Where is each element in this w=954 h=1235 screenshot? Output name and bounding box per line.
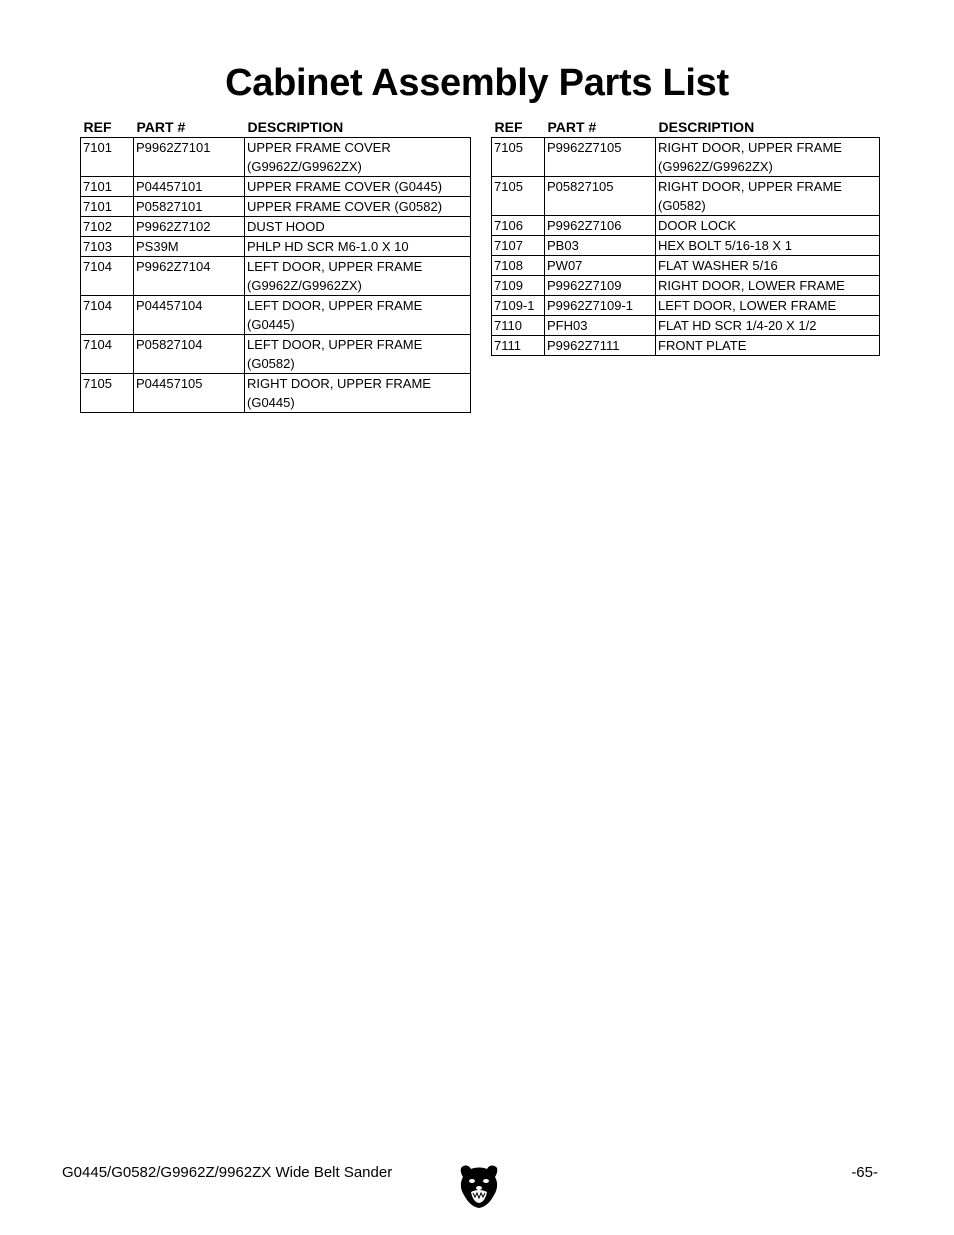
ref-cell: 7105 [81,374,134,413]
parts-table-left-body [81,138,471,413]
ref-cell: 7103 [81,237,134,257]
header-description: DESCRIPTION [658,119,755,135]
description-cell [245,138,471,177]
table-row [492,216,880,236]
description-line: LEFT DOOR, LOWER FRAME [658,298,837,313]
description-cell [245,257,471,296]
ref-cell: 7109-1 [492,296,545,316]
description-cell [245,217,471,237]
table-row [81,197,471,217]
part-number-cell: P9962Z7101 [134,138,245,177]
description-line: UPPER FRAME COVER [247,140,391,155]
header-ref: REF [494,119,523,135]
description-line: FLAT WASHER 5/16 [658,258,778,273]
table-row [492,296,880,316]
table-header-row [81,115,471,138]
bear-head-logo-icon [458,1162,500,1210]
part-number-cell: P9962Z7109-1 [545,296,656,316]
description-line: (G9962Z/G9962ZX) [658,159,773,174]
part-number-cell: P05827105 [545,177,656,216]
header-description: DESCRIPTION [247,119,344,135]
description-cell [656,236,880,256]
description-line: RIGHT DOOR, UPPER FRAME [247,376,431,391]
page-number: -65- [851,1164,878,1181]
ref-cell: 7111 [492,336,545,356]
ref-cell: 7104 [81,335,134,374]
table-row [81,296,471,335]
part-number-cell: P05827104 [134,335,245,374]
table-row [492,256,880,276]
description-line: FRONT PLATE [658,338,747,353]
ref-cell: 7110 [492,316,545,336]
part-number-cell: P9962Z7109 [545,276,656,296]
ref-cell: 7106 [492,216,545,236]
description-line: (G0445) [247,395,295,410]
table-row [81,177,471,197]
part-number-cell: P04457101 [134,177,245,197]
description-cell [656,256,880,276]
part-number-cell: PFH03 [545,316,656,336]
description-cell [656,316,880,336]
ref-cell: 7107 [492,236,545,256]
table-row [492,316,880,336]
table-row [492,138,880,177]
page-title: Cabinet Assembly Parts List [225,62,729,104]
description-line: (G0582) [247,356,295,371]
ref-cell: 7104 [81,296,134,335]
table-header-row [492,115,880,138]
ref-cell: 7101 [81,177,134,197]
description-cell [245,335,471,374]
description-line: PHLP HD SCR M6-1.0 X 10 [247,239,409,254]
ref-cell: 7101 [81,138,134,177]
table-row [81,237,471,257]
table-row [81,257,471,296]
description-line: (G0582) [658,198,706,213]
ref-cell: 7102 [81,217,134,237]
description-line: (G9962Z/G9962ZX) [247,159,362,174]
description-cell [245,197,471,217]
ref-cell: 7109 [492,276,545,296]
description-cell [656,276,880,296]
description-line: DUST HOOD [247,219,325,234]
description-line: UPPER FRAME COVER (G0582) [247,199,443,214]
table-row [81,138,471,177]
table-row [81,335,471,374]
table-row [81,217,471,237]
part-number-cell: PS39M [134,237,245,257]
description-line: RIGHT DOOR, UPPER FRAME [658,140,842,155]
description-line: DOOR LOCK [658,218,737,233]
description-cell [656,177,880,216]
part-number-cell: P9962Z7104 [134,257,245,296]
description-cell [656,138,880,177]
parts-table-left [80,115,471,413]
description-line: LEFT DOOR, UPPER FRAME [247,298,423,313]
description-line: RIGHT DOOR, LOWER FRAME [658,278,845,293]
header-part: PART # [547,119,597,135]
part-number-cell: P04457105 [134,374,245,413]
ref-cell: 7104 [81,257,134,296]
description-line: RIGHT DOOR, UPPER FRAME [658,179,842,194]
description-line: (G9962Z/G9962ZX) [247,278,362,293]
description-cell [245,374,471,413]
header-part: PART # [136,119,186,135]
part-number-cell: P04457104 [134,296,245,335]
description-line: (G0445) [247,317,295,332]
header-ref: REF [83,119,112,135]
description-cell [656,296,880,316]
parts-table-right-body [492,138,880,356]
part-number-cell: PB03 [545,236,656,256]
description-line: FLAT HD SCR 1/4-20 X 1/2 [658,318,817,333]
table-row [492,336,880,356]
part-number-cell: P9962Z7102 [134,217,245,237]
parts-table-right [491,115,880,356]
footer-model-text: G0445/G0582/G9962Z/9962ZX Wide Belt Sander [62,1164,393,1181]
ref-cell: 7108 [492,256,545,276]
table-row [492,236,880,256]
table-row [492,177,880,216]
table-row [81,374,471,413]
description-cell [656,216,880,236]
part-number-cell: P9962Z7111 [545,336,656,356]
table-row [492,276,880,296]
description-line: LEFT DOOR, UPPER FRAME [247,259,423,274]
description-line: LEFT DOOR, UPPER FRAME [247,337,423,352]
part-number-cell: P9962Z7106 [545,216,656,236]
ref-cell: 7105 [492,177,545,216]
description-cell [245,296,471,335]
description-cell [656,336,880,356]
description-line: HEX BOLT 5/16-18 X 1 [658,238,792,253]
part-number-cell: P9962Z7105 [545,138,656,177]
ref-cell: 7101 [81,197,134,217]
part-number-cell: P05827101 [134,197,245,217]
description-cell [245,177,471,197]
part-number-cell: PW07 [545,256,656,276]
description-line: UPPER FRAME COVER (G0445) [247,179,443,194]
description-cell [245,237,471,257]
ref-cell: 7105 [492,138,545,177]
